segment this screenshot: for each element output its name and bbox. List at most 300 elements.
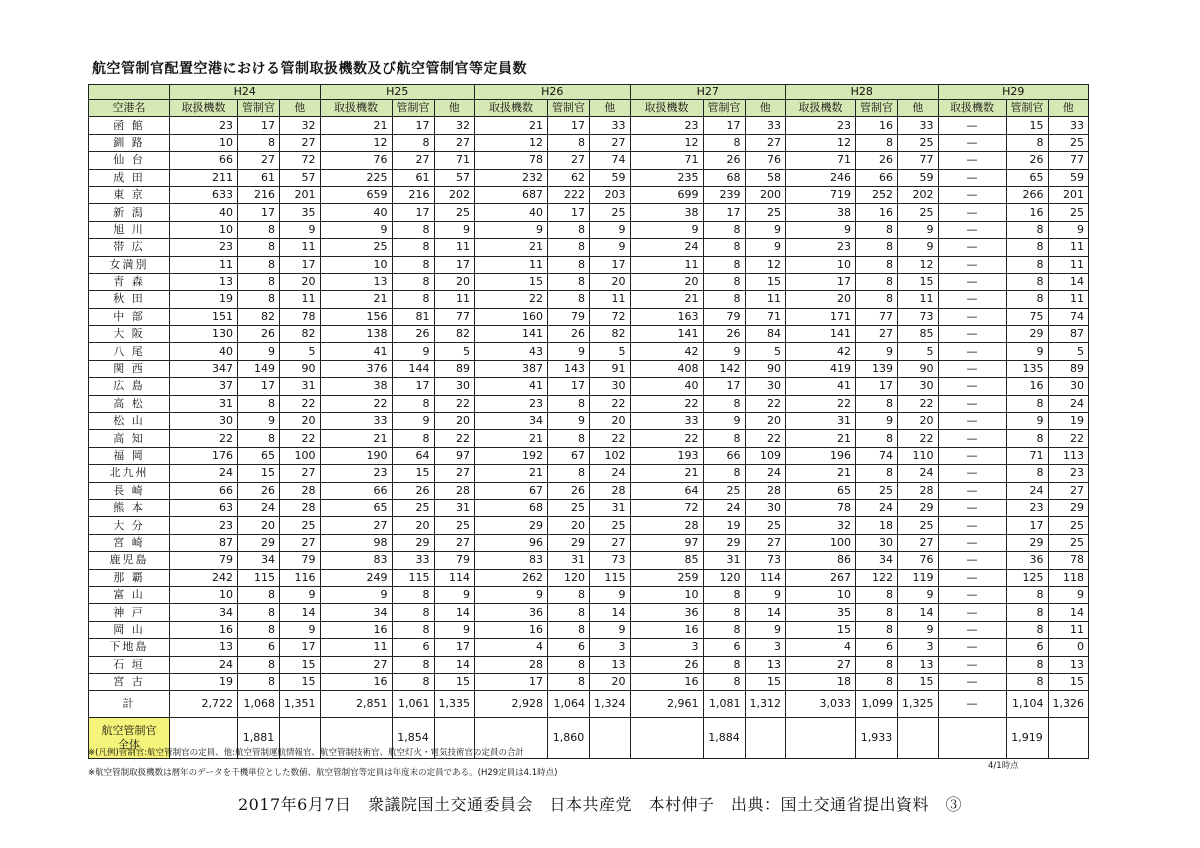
value-cell: 26: [1006, 152, 1048, 169]
value-cell: 8: [856, 604, 898, 621]
value-cell: 22: [320, 395, 392, 412]
value-cell: 20: [392, 517, 434, 534]
airport-name: 新 潟: [89, 204, 170, 221]
value-cell: 11: [475, 256, 548, 273]
value-cell: 75: [1006, 308, 1048, 325]
value-cell: 14: [898, 604, 939, 621]
value-cell: 659: [320, 186, 392, 203]
value-cell: 8: [238, 395, 280, 412]
value-cell: 9: [856, 413, 898, 430]
value-cell: 9: [745, 621, 786, 638]
value-cell: 43: [475, 343, 548, 360]
value-cell: 8: [238, 134, 280, 151]
value-cell: 62: [548, 169, 590, 186]
value-cell: 17: [1006, 517, 1048, 534]
value-cell: 139: [856, 360, 898, 377]
value-cell: 31: [434, 499, 475, 516]
value-cell: 8: [238, 273, 280, 290]
value-cell: 0: [1048, 639, 1089, 656]
value-cell: 21: [320, 430, 392, 447]
value-cell: 11: [320, 639, 392, 656]
value-cell: —: [938, 291, 1006, 308]
value-cell: 8: [1006, 273, 1048, 290]
value-cell: 20: [590, 413, 631, 430]
airport-name: 成 田: [89, 169, 170, 186]
value-cell: 27: [745, 534, 786, 551]
value-cell: 26: [630, 656, 703, 673]
value-cell: 12: [898, 256, 939, 273]
table-row: [89, 413, 1089, 430]
value-cell: 8: [703, 395, 745, 412]
value-cell: 29: [1006, 326, 1048, 343]
value-cell: 141: [475, 326, 548, 343]
value-cell: 16: [856, 204, 898, 221]
value-cell: 90: [280, 360, 321, 377]
value-cell: 9: [280, 621, 321, 638]
value-cell: 9: [898, 621, 939, 638]
subcolumn-header: 取扱機数: [170, 100, 238, 117]
empty-cell: [745, 718, 786, 759]
value-cell: 22: [170, 430, 238, 447]
value-cell: 16: [1006, 378, 1048, 395]
value-cell: 1,325: [898, 691, 939, 718]
value-cell: 8: [1006, 621, 1048, 638]
value-cell: 8: [1006, 221, 1048, 238]
value-cell: 9: [280, 586, 321, 603]
value-cell: 24: [856, 499, 898, 516]
value-cell: 8: [238, 256, 280, 273]
value-cell: 15: [475, 273, 548, 290]
value-cell: 262: [475, 569, 548, 586]
value-cell: 13: [1048, 656, 1089, 673]
value-cell: 31: [703, 552, 745, 569]
value-cell: 16: [630, 673, 703, 690]
empty-cell: [630, 718, 703, 759]
value-cell: 252: [856, 186, 898, 203]
value-cell: 9: [590, 586, 631, 603]
all-controllers-value: 1,919: [1006, 718, 1048, 759]
value-cell: 8: [1006, 586, 1048, 603]
value-cell: 22: [898, 430, 939, 447]
value-cell: 1,104: [1006, 691, 1048, 718]
year-header: H28: [786, 85, 939, 100]
airport-name: 高 知: [89, 430, 170, 447]
value-cell: 78: [280, 308, 321, 325]
value-cell: 28: [590, 482, 631, 499]
value-cell: 28: [280, 499, 321, 516]
value-cell: 8: [238, 221, 280, 238]
airport-name: 関 西: [89, 360, 170, 377]
airport-name: 下地島: [89, 639, 170, 656]
value-cell: 17: [392, 204, 434, 221]
value-cell: 25: [590, 204, 631, 221]
value-cell: 1,312: [745, 691, 786, 718]
value-cell: 8: [703, 586, 745, 603]
value-cell: —: [938, 639, 1006, 656]
value-cell: 6: [238, 639, 280, 656]
value-cell: 8: [856, 673, 898, 690]
value-cell: 17: [786, 273, 856, 290]
value-cell: 9: [280, 221, 321, 238]
value-cell: 25: [1048, 534, 1089, 551]
value-cell: 20: [238, 517, 280, 534]
value-cell: 82: [238, 308, 280, 325]
value-cell: 2,928: [475, 691, 548, 718]
value-cell: 347: [170, 360, 238, 377]
value-cell: 89: [1048, 360, 1089, 377]
value-cell: 30: [745, 378, 786, 395]
value-cell: 40: [320, 204, 392, 221]
value-cell: 202: [434, 186, 475, 203]
value-cell: 87: [170, 534, 238, 551]
value-cell: 21: [630, 291, 703, 308]
year-header: H24: [170, 85, 321, 100]
airport-name: 宮 崎: [89, 534, 170, 551]
value-cell: 11: [434, 291, 475, 308]
value-cell: 79: [703, 308, 745, 325]
airport-name: 中 部: [89, 308, 170, 325]
value-cell: 27: [590, 134, 631, 151]
airport-name: 高 松: [89, 395, 170, 412]
value-cell: 115: [392, 569, 434, 586]
value-cell: 115: [238, 569, 280, 586]
value-cell: 25: [703, 482, 745, 499]
value-cell: 28: [630, 517, 703, 534]
airport-name: 秋 田: [89, 291, 170, 308]
value-cell: 71: [786, 152, 856, 169]
value-cell: 85: [630, 552, 703, 569]
value-cell: 25: [548, 499, 590, 516]
table-row: [89, 378, 1089, 395]
value-cell: 26: [703, 326, 745, 343]
value-cell: 8: [703, 239, 745, 256]
value-cell: 21: [320, 291, 392, 308]
value-cell: 120: [703, 569, 745, 586]
value-cell: 8: [703, 430, 745, 447]
value-cell: 24: [238, 499, 280, 516]
value-cell: 25: [1048, 517, 1089, 534]
table-row: [89, 204, 1089, 221]
value-cell: 15: [1006, 117, 1048, 134]
value-cell: 21: [786, 465, 856, 482]
value-cell: 9: [703, 413, 745, 430]
value-cell: 8: [1006, 465, 1048, 482]
value-cell: 27: [280, 134, 321, 151]
value-cell: 8: [1006, 239, 1048, 256]
airport-name: 福 岡: [89, 447, 170, 464]
value-cell: 20: [434, 273, 475, 290]
value-cell: 90: [745, 360, 786, 377]
subcolumn-header: 取扱機数: [320, 100, 392, 117]
value-cell: 8: [856, 430, 898, 447]
value-cell: 8: [238, 673, 280, 690]
value-cell: 31: [786, 413, 856, 430]
year-header: H26: [475, 85, 631, 100]
value-cell: 35: [786, 604, 856, 621]
value-cell: 67: [548, 447, 590, 464]
value-cell: 1,061: [392, 691, 434, 718]
value-cell: 21: [475, 430, 548, 447]
value-cell: 8: [548, 239, 590, 256]
value-cell: 102: [590, 447, 631, 464]
value-cell: 193: [630, 447, 703, 464]
value-cell: 30: [170, 413, 238, 430]
value-cell: —: [938, 586, 1006, 603]
table-row: [89, 604, 1089, 621]
table-row: [89, 117, 1089, 134]
value-cell: 116: [280, 569, 321, 586]
value-cell: 23: [170, 239, 238, 256]
value-cell: 8: [703, 604, 745, 621]
value-cell: 11: [1048, 621, 1089, 638]
airport-name: 大 分: [89, 517, 170, 534]
value-cell: 76: [898, 552, 939, 569]
value-cell: 29: [548, 534, 590, 551]
table-row: [89, 447, 1089, 464]
value-cell: 387: [475, 360, 548, 377]
airport-name: 大 阪: [89, 326, 170, 343]
value-cell: 9: [703, 343, 745, 360]
value-cell: 66: [320, 482, 392, 499]
value-cell: 36: [1006, 552, 1048, 569]
value-cell: 10: [320, 256, 392, 273]
value-cell: 122: [856, 569, 898, 586]
table-row: [89, 256, 1089, 273]
year-header-row: [89, 85, 1089, 100]
value-cell: 13: [320, 273, 392, 290]
value-cell: 82: [434, 326, 475, 343]
value-cell: —: [938, 569, 1006, 586]
footer-source: 2017年6月7日 衆議院国土交通委員会 日本共産党 本村伸子 出典：国土交通省提出資料 ③: [237, 795, 963, 814]
airport-name: 岡 山: [89, 621, 170, 638]
value-cell: 11: [170, 256, 238, 273]
airport-name: 那 覇: [89, 569, 170, 586]
value-cell: 719: [786, 186, 856, 203]
value-cell: 29: [703, 534, 745, 551]
value-cell: 22: [1048, 430, 1089, 447]
airport-name: 釧 路: [89, 134, 170, 151]
subcolumn-header: 取扱機数: [475, 100, 548, 117]
value-cell: 25: [745, 204, 786, 221]
subcolumn-header: 取扱機数: [630, 100, 703, 117]
value-cell: 25: [320, 239, 392, 256]
value-cell: 8: [548, 256, 590, 273]
value-cell: 120: [548, 569, 590, 586]
value-cell: 14: [1048, 604, 1089, 621]
value-cell: 26: [856, 152, 898, 169]
value-cell: 72: [280, 152, 321, 169]
value-cell: 33: [320, 413, 392, 430]
value-cell: 40: [170, 204, 238, 221]
value-cell: 25: [1048, 204, 1089, 221]
value-cell: 9: [475, 221, 548, 238]
value-cell: 79: [280, 552, 321, 569]
value-cell: 15: [745, 273, 786, 290]
value-cell: 19: [703, 517, 745, 534]
value-cell: 15: [280, 656, 321, 673]
value-cell: 90: [898, 360, 939, 377]
value-cell: 24: [745, 465, 786, 482]
value-cell: 4: [475, 639, 548, 656]
airport-name: 帯 広: [89, 239, 170, 256]
value-cell: 8: [703, 273, 745, 290]
value-cell: 3,033: [786, 691, 856, 718]
value-cell: 196: [786, 447, 856, 464]
value-cell: 190: [320, 447, 392, 464]
airport-name: 女満別: [89, 256, 170, 273]
value-cell: 6: [856, 639, 898, 656]
value-cell: 9: [898, 239, 939, 256]
value-cell: 5: [898, 343, 939, 360]
value-cell: 26: [548, 326, 590, 343]
value-cell: 71: [434, 152, 475, 169]
value-cell: 17: [475, 673, 548, 690]
value-cell: —: [938, 117, 1006, 134]
value-cell: 5: [280, 343, 321, 360]
value-cell: 24: [170, 465, 238, 482]
value-cell: 24: [1006, 482, 1048, 499]
value-cell: 6: [392, 639, 434, 656]
value-cell: 17: [703, 117, 745, 134]
value-cell: 143: [548, 360, 590, 377]
value-cell: 29: [475, 517, 548, 534]
empty-cell: [898, 718, 939, 759]
table-row: [89, 169, 1089, 186]
value-cell: —: [938, 186, 1006, 203]
value-cell: —: [938, 134, 1006, 151]
value-cell: 699: [630, 186, 703, 203]
value-cell: 8: [238, 656, 280, 673]
value-cell: 25: [590, 517, 631, 534]
value-cell: 67: [475, 482, 548, 499]
legend-note: ※(凡例)管制官:航空管制官の定員、他:航空管制運航情報官、航空管制技術官、航空灯火・電気技術官の定員の合計: [88, 748, 524, 758]
value-cell: 8: [392, 239, 434, 256]
value-cell: 27: [434, 465, 475, 482]
value-cell: 5: [745, 343, 786, 360]
value-cell: 3: [630, 639, 703, 656]
value-cell: 28: [434, 482, 475, 499]
value-cell: 22: [786, 395, 856, 412]
value-cell: 408: [630, 360, 703, 377]
value-cell: 8: [392, 221, 434, 238]
table-row: [89, 569, 1089, 586]
value-cell: 8: [703, 465, 745, 482]
value-cell: 20: [898, 413, 939, 430]
value-cell: 9: [856, 343, 898, 360]
value-cell: 16: [1006, 204, 1048, 221]
value-cell: 201: [280, 186, 321, 203]
value-cell: 34: [475, 413, 548, 430]
value-cell: 22: [280, 430, 321, 447]
value-cell: 8: [392, 673, 434, 690]
value-cell: 9: [590, 239, 631, 256]
subcolumn-header: 管制官: [856, 100, 898, 117]
value-cell: 72: [630, 499, 703, 516]
value-cell: 9: [392, 413, 434, 430]
year-header: H29: [938, 85, 1089, 100]
value-cell: 20: [434, 413, 475, 430]
value-cell: 17: [238, 117, 280, 134]
value-cell: 9: [434, 221, 475, 238]
table-row: [89, 291, 1089, 308]
value-cell: 86: [786, 552, 856, 569]
value-cell: 16: [856, 117, 898, 134]
value-cell: 41: [320, 343, 392, 360]
value-cell: 17: [590, 256, 631, 273]
table-row: [89, 534, 1089, 551]
subcolumn-header: 管制官: [1006, 100, 1048, 117]
value-cell: 8: [548, 465, 590, 482]
value-cell: 71: [630, 152, 703, 169]
value-cell: 202: [898, 186, 939, 203]
value-cell: 8: [856, 656, 898, 673]
value-cell: 64: [392, 447, 434, 464]
value-cell: 12: [475, 134, 548, 151]
value-cell: 59: [590, 169, 631, 186]
airport-name: 八 尾: [89, 343, 170, 360]
value-cell: 26: [703, 152, 745, 169]
all-controllers-value: 1,881: [238, 718, 280, 759]
data-note: ※航空管制取扱機数は暦年のデータを千機単位とした数値、航空管制官等定員は年度末の定員である。(H29定員は4.1時点): [88, 768, 558, 778]
value-cell: 118: [1048, 569, 1089, 586]
value-cell: 8: [856, 465, 898, 482]
table-row: [89, 273, 1089, 290]
value-cell: 32: [786, 517, 856, 534]
label-line: 全体: [118, 738, 140, 752]
value-cell: 144: [392, 360, 434, 377]
value-cell: 33: [898, 117, 939, 134]
value-cell: —: [938, 169, 1006, 186]
value-cell: 9: [898, 586, 939, 603]
value-cell: 65: [238, 447, 280, 464]
value-cell: 9: [238, 343, 280, 360]
subcolumn-header: 管制官: [548, 100, 590, 117]
value-cell: 66: [170, 152, 238, 169]
value-cell: 17: [548, 204, 590, 221]
value-cell: 222: [548, 186, 590, 203]
value-cell: 115: [590, 569, 631, 586]
table-row: [89, 639, 1089, 656]
value-cell: 18: [856, 517, 898, 534]
value-cell: 22: [898, 395, 939, 412]
value-cell: 1,335: [434, 691, 475, 718]
value-cell: —: [938, 604, 1006, 621]
value-cell: 21: [475, 465, 548, 482]
value-cell: 8: [392, 291, 434, 308]
value-cell: 12: [630, 134, 703, 151]
value-cell: 17: [434, 639, 475, 656]
subcolumn-header-row: [89, 100, 1089, 117]
value-cell: 77: [856, 308, 898, 325]
value-cell: 34: [856, 552, 898, 569]
airport-name: 広 島: [89, 378, 170, 395]
value-cell: 8: [392, 621, 434, 638]
value-cell: 2,722: [170, 691, 238, 718]
empty-cell: [1048, 718, 1089, 759]
value-cell: 267: [786, 569, 856, 586]
value-cell: 15: [786, 621, 856, 638]
all-controllers-value: 1,884: [703, 718, 745, 759]
value-cell: 141: [786, 326, 856, 343]
value-cell: 9: [745, 239, 786, 256]
value-cell: 15: [238, 465, 280, 482]
value-cell: 20: [786, 291, 856, 308]
value-cell: 14: [590, 604, 631, 621]
value-cell: 16: [630, 621, 703, 638]
value-cell: 8: [392, 430, 434, 447]
value-cell: 11: [630, 256, 703, 273]
value-cell: 29: [1006, 534, 1048, 551]
